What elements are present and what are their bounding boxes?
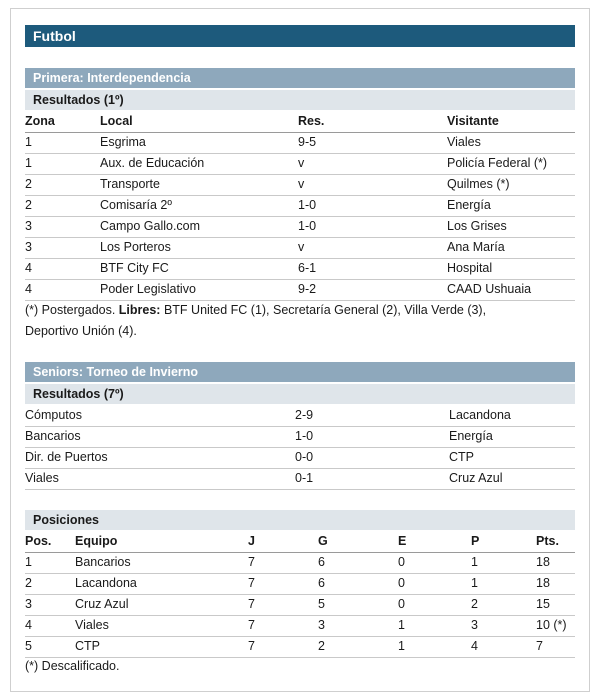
- primera-table-row-cell: Ana María: [447, 240, 505, 254]
- posiciones-table-row-cell: 0: [398, 597, 405, 611]
- primera-table-row-cell: 1: [25, 156, 32, 170]
- seniors-section-header: [25, 362, 575, 382]
- posiciones-table-row-cell: 4: [471, 639, 478, 653]
- primera-table-row-cell: 6-1: [298, 261, 317, 275]
- col-e: E: [398, 534, 407, 548]
- posiciones-table-row: [25, 615, 575, 637]
- posiciones-table-row-cell: 1: [398, 639, 405, 653]
- seniors-table-row-cell: 0-1: [295, 471, 314, 485]
- primera-table-row: [25, 195, 575, 217]
- posiciones-table-row-cell: 7: [248, 576, 255, 590]
- primera-table-row-cell: 3: [25, 240, 32, 254]
- seniors-table-row: [25, 468, 575, 490]
- primera-table-row-cell: Energía: [447, 198, 491, 212]
- col-pts: Pts.: [536, 534, 559, 548]
- primera-table-row-cell: 1: [25, 135, 32, 149]
- posiciones-table-row-cell: 1: [471, 555, 478, 569]
- primera-table-row-cell: 4: [25, 261, 32, 275]
- primera-table-row-cell: CAAD Ushuaia: [447, 282, 532, 296]
- posiciones-table-row-cell: 7: [248, 597, 255, 611]
- primera-table-row: [25, 153, 575, 175]
- seniors-table-row-cell: 0-0: [295, 450, 314, 464]
- primera-table-row-cell: Campo Gallo.com: [100, 219, 201, 233]
- seniors-table-row-cell: Lacandona: [449, 408, 511, 422]
- page-title: Futbol: [33, 28, 76, 44]
- posiciones-title: Posiciones: [33, 513, 99, 527]
- primera-table-row-cell: Los Porteros: [100, 240, 171, 254]
- col-visitante: Visitante: [447, 114, 499, 128]
- posiciones-table-row-cell: 7: [248, 555, 255, 569]
- posiciones-table-row-cell: 7: [248, 618, 255, 632]
- primera-table-row-cell: 4: [25, 282, 32, 296]
- primera-table-row-cell: v: [298, 156, 305, 170]
- posiciones-table-row-cell: 7: [248, 639, 255, 653]
- posiciones-table-row-cell: 5: [25, 639, 32, 653]
- seniors-table-row-cell: Dir. de Puertos: [25, 450, 108, 464]
- seniors-table-row-cell: Bancarios: [25, 429, 81, 443]
- primera-table-row-cell: Viales: [447, 135, 481, 149]
- seniors-table-row-cell: 2-9: [295, 408, 314, 422]
- primera-results-title: Resultados (1º): [33, 93, 124, 107]
- posiciones-table-row-cell: 7: [536, 639, 543, 653]
- posiciones-table-row: [25, 552, 575, 574]
- primera-note-line2: Deportivo Unión (4).: [25, 324, 137, 338]
- primera-table-row-cell: Policía Federal (*): [447, 156, 548, 170]
- seniors-table-row: [25, 447, 575, 469]
- primera-note-libres-label: Libres:: [118, 303, 161, 317]
- primera-table-row-cell: 3: [25, 219, 32, 233]
- posiciones-table-row-cell: 6: [318, 576, 325, 590]
- primera-table-row: [25, 132, 575, 154]
- posiciones-note-text: (*) Descalificado.: [25, 659, 120, 673]
- posiciones-table-row-cell: CTP: [75, 639, 100, 653]
- primera-table-row-cell: v: [298, 177, 305, 191]
- primera-section-header: [25, 68, 575, 88]
- posiciones-table-row-cell: Viales: [75, 618, 109, 632]
- primera-table-row-cell: Transporte: [100, 177, 160, 191]
- posiciones-table-row-cell: 2: [25, 576, 32, 590]
- col-equipo: Equipo: [75, 534, 118, 548]
- col-pos: Pos.: [25, 534, 52, 548]
- primera-table-row-cell: 9-5: [298, 135, 317, 149]
- seniors-results-title: Resultados (7º): [33, 387, 124, 401]
- posiciones-table-row: [25, 573, 575, 595]
- col-p: P: [471, 534, 480, 548]
- primera-table-row-cell: Quilmes (*): [447, 177, 510, 191]
- primera-table-row-cell: 1-0: [298, 198, 317, 212]
- posiciones-table-row: [25, 594, 575, 616]
- posiciones-table-header: [25, 531, 575, 553]
- primera-table-row-cell: Aux. de Educación: [100, 156, 205, 170]
- posiciones-table-row-cell: 18: [536, 555, 550, 569]
- primera-table-header: [25, 111, 575, 133]
- posiciones-table-row-cell: Lacandona: [75, 576, 137, 590]
- posiciones-table-row-cell: 2: [318, 639, 325, 653]
- col-g: G: [318, 534, 328, 548]
- primera-table-row: [25, 216, 575, 238]
- primera-table-row-cell: 9-2: [298, 282, 317, 296]
- primera-section-title: Primera: Interdependencia: [33, 71, 191, 85]
- seniors-results-subheader: [25, 384, 575, 404]
- primera-table-row-cell: v: [298, 240, 305, 254]
- primera-table-row-cell: Los Grises: [447, 219, 507, 233]
- col-zona: Zona: [25, 114, 55, 128]
- primera-results-subheader: [25, 90, 575, 110]
- primera-table-row: [25, 174, 575, 196]
- seniors-table-row-cell: Energía: [449, 429, 493, 443]
- primera-note-prefix: (*) Postergados.: [25, 303, 119, 317]
- posiciones-table-row: [25, 636, 575, 658]
- posiciones-table-row-cell: 15: [536, 597, 550, 611]
- seniors-table-row-cell: Cómputos: [25, 408, 82, 422]
- primera-table-row-cell: 2: [25, 177, 32, 191]
- posiciones-table-row-cell: Cruz Azul: [75, 597, 129, 611]
- primera-table-row-cell: Comisaría 2º: [100, 198, 172, 212]
- primera-table-row-cell: BTF City FC: [100, 261, 169, 275]
- seniors-table-row-cell: Viales: [25, 471, 59, 485]
- posiciones-table-row-cell: 18: [536, 576, 550, 590]
- posiciones-note: [25, 656, 575, 677]
- posiciones-table-row-cell: 3: [25, 597, 32, 611]
- primera-table-row-cell: Esgrima: [100, 135, 146, 149]
- posiciones-table-row-cell: 0: [398, 576, 405, 590]
- seniors-table-row-cell: Cruz Azul: [449, 471, 503, 485]
- seniors-table-row-cell: 1-0: [295, 429, 314, 443]
- seniors-section-title: Seniors: Torneo de Invierno: [33, 365, 199, 379]
- posiciones-table-row-cell: 1: [471, 576, 478, 590]
- posiciones-subheader: [25, 510, 575, 530]
- posiciones-table-row-cell: Bancarios: [75, 555, 131, 569]
- primera-table-row-cell: Poder Legislativo: [100, 282, 196, 296]
- primera-table-row-cell: 2: [25, 198, 32, 212]
- posiciones-table-row-cell: 2: [471, 597, 478, 611]
- posiciones-table-row-cell: 0: [398, 555, 405, 569]
- seniors-table-row: [25, 405, 575, 427]
- posiciones-table-row-cell: 3: [318, 618, 325, 632]
- primera-note-libres: BTF United FC (1), Secretaría General (2), Villa Verde (3),: [160, 303, 487, 317]
- col-j: J: [248, 534, 255, 548]
- primera-table-row: [25, 279, 575, 301]
- posiciones-table-row-cell: 1: [398, 618, 405, 632]
- seniors-table-row-cell: CTP: [449, 450, 474, 464]
- col-res: Res.: [298, 114, 325, 128]
- seniors-table-row: [25, 426, 575, 448]
- primera-table-row: [25, 237, 575, 259]
- primera-table-row-cell: 1-0: [298, 219, 317, 233]
- primera-note: [25, 300, 575, 342]
- posiciones-table-row-cell: 3: [471, 618, 478, 632]
- posiciones-table-row-cell: 5: [318, 597, 325, 611]
- primera-table-row-cell: Hospital: [447, 261, 493, 275]
- posiciones-table-row-cell: 10 (*): [536, 618, 567, 632]
- col-local: Local: [100, 114, 133, 128]
- posiciones-table-row-cell: 4: [25, 618, 32, 632]
- primera-table-row: [25, 258, 575, 280]
- page-title-bar: [25, 25, 575, 47]
- posiciones-table-row-cell: 1: [25, 555, 32, 569]
- posiciones-table-row-cell: 6: [318, 555, 325, 569]
